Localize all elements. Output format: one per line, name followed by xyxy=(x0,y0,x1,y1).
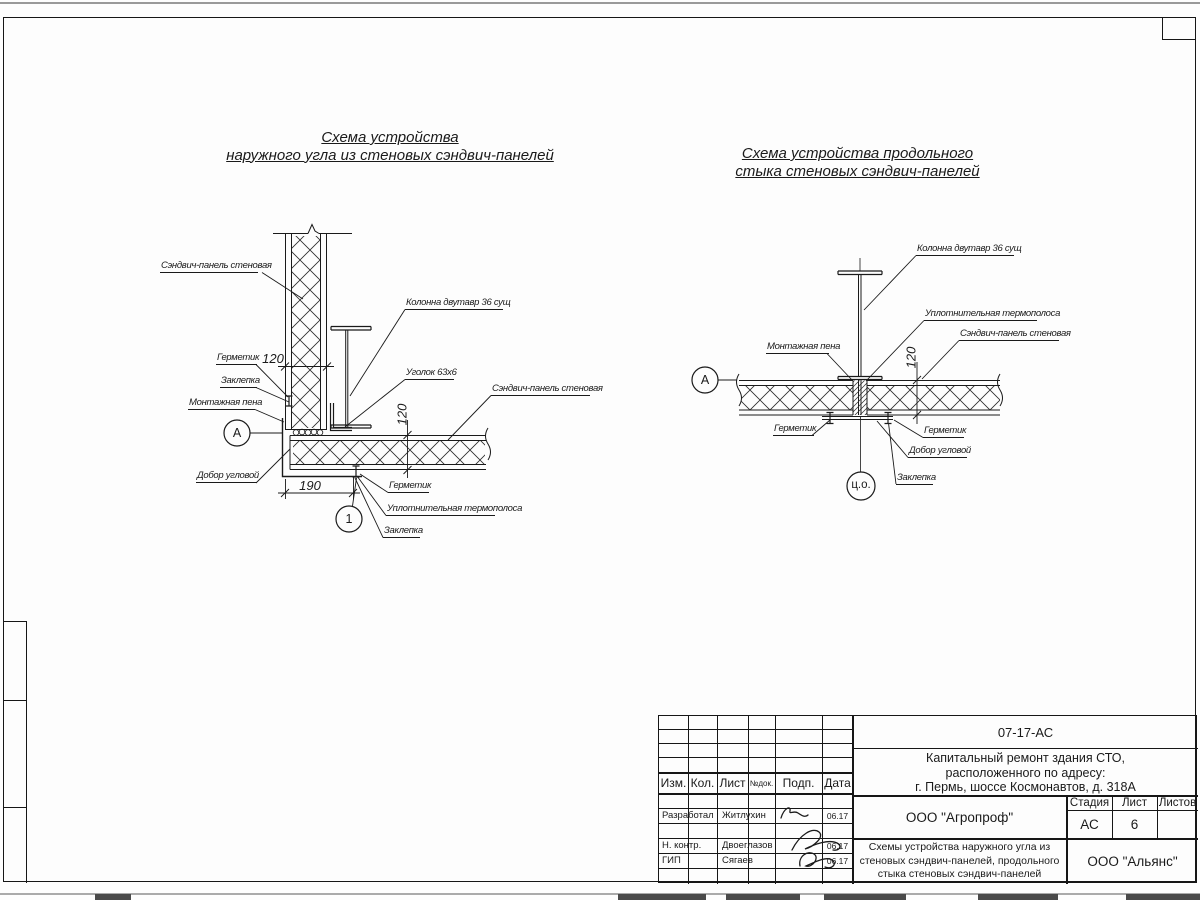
title-line: Схема устройства xyxy=(321,129,459,146)
node-marker-a: А xyxy=(700,373,710,387)
dim-panel-thickness: 120 xyxy=(903,346,919,369)
label-sealant-left: Герметик xyxy=(774,423,817,434)
label-sealant-top: Герметик xyxy=(217,352,260,363)
col-header-izm: Изм. xyxy=(660,776,687,790)
scan-artifact xyxy=(95,894,131,900)
side-stamp-line xyxy=(4,700,27,701)
sheet-value: 6 xyxy=(1130,817,1139,832)
side-stamp-line xyxy=(4,807,27,808)
title-line: наружного угла из стеновых сэндвич-панелей xyxy=(226,146,554,164)
col-header-data: Дата xyxy=(824,776,851,790)
label-sandwich-panel: Сэндвич-панель стеновая xyxy=(960,328,1071,339)
label-column: Колонна двутавр 36 сущ xyxy=(917,243,1022,254)
label-rivet-top: Заклепка xyxy=(221,375,260,386)
dim-panel-width: 120 xyxy=(262,351,284,366)
detail-marker-1: 1 xyxy=(345,512,353,526)
label-sandwich-panel-right: Сэндвич-панель стеновая xyxy=(492,383,603,394)
corner-reference-box xyxy=(1162,17,1196,40)
dim-corner-length: 190 xyxy=(299,478,321,493)
label-sealant-bottom: Герметик xyxy=(389,480,432,491)
project-line: Капитальный ремонт здания СТО, xyxy=(926,751,1125,765)
label-corner-trim: Добор угловой xyxy=(909,445,971,456)
right-diagram-title xyxy=(685,145,1030,180)
row-name: Житлухин xyxy=(722,810,766,821)
row-role: Разработал xyxy=(662,810,714,821)
label-rivet-bottom: Заклепка xyxy=(384,525,423,536)
row-date: 06.17 xyxy=(826,855,849,866)
project-line: г. Пермь, шоссе Космонавтов, д. 318А xyxy=(915,780,1136,794)
col-header-kol: Кол. xyxy=(690,776,715,790)
col-header-podp: Подп. xyxy=(782,776,815,790)
row-role: ГИП xyxy=(662,855,681,866)
label-sandwich-panel-left: Сэндвич-панель стеновая xyxy=(161,260,272,271)
doc-title-line: стеновых сэндвич-панелей, продольного xyxy=(859,854,1060,867)
row-role: Н. контр. xyxy=(662,840,702,851)
row-date: 06.17 xyxy=(826,810,849,821)
row-name: Двоеглазов xyxy=(722,840,773,851)
center-axis-marker: ц.о. xyxy=(851,479,871,491)
stage-header: Стадия xyxy=(1069,797,1110,809)
dim-panel-thickness: 120 xyxy=(394,403,410,426)
scan-artifact xyxy=(978,894,1058,900)
doc-title-line: стыка стеновых сэндвич-панелей xyxy=(877,868,1042,880)
side-stamp-line xyxy=(4,621,27,622)
title-line: Схема устройства продольного xyxy=(741,145,974,162)
document-title xyxy=(853,839,1066,886)
col-header-ndok: №док. xyxy=(749,778,774,788)
scan-artifact xyxy=(1126,894,1200,900)
row-date: 06.17 xyxy=(826,840,849,851)
title-block xyxy=(658,715,1197,883)
left-diagram-title xyxy=(190,129,590,164)
side-stamp-line xyxy=(26,621,27,883)
sheets-header: Листов xyxy=(1158,797,1197,809)
label-foam: Монтажная пена xyxy=(767,341,841,352)
label-angle: Уголок 63х6 xyxy=(406,367,457,378)
organization: ООО "Агропроф" xyxy=(905,809,1014,825)
sheet-header: Лист xyxy=(1122,797,1147,809)
contractor: ООО "Альянс" xyxy=(1087,854,1178,869)
scan-artifact xyxy=(824,894,906,900)
label-rivet: Заклепка xyxy=(897,472,936,483)
doc-title-line: Схемы устройства наружного угла из xyxy=(868,841,1051,853)
label-thermal-strip: Уплотнительная термополоса xyxy=(925,308,1061,319)
label-sealant-right: Герметик xyxy=(924,425,967,436)
project-description xyxy=(853,749,1198,797)
row-name: Сягаев xyxy=(722,855,753,866)
label-foam: Монтажная пена xyxy=(189,397,263,408)
scan-artifact xyxy=(618,894,706,900)
node-marker-a: А xyxy=(232,426,242,440)
col-header-list: Лист xyxy=(719,776,746,790)
document-code: 07-17-АС xyxy=(997,724,1054,740)
label-corner-trim: Добор угловой xyxy=(197,470,259,481)
title-line: стыка стеновых сэндвич-панелей xyxy=(735,162,980,180)
label-column: Колонна двутавр 36 сущ xyxy=(406,297,511,308)
page-top-edge xyxy=(0,2,1200,4)
scan-artifact xyxy=(726,894,800,900)
stage-value: АС xyxy=(1080,817,1099,832)
label-thermal-strip: Уплотнительная термополоса xyxy=(387,503,523,514)
project-line: расположенного по адресу: xyxy=(945,765,1106,780)
